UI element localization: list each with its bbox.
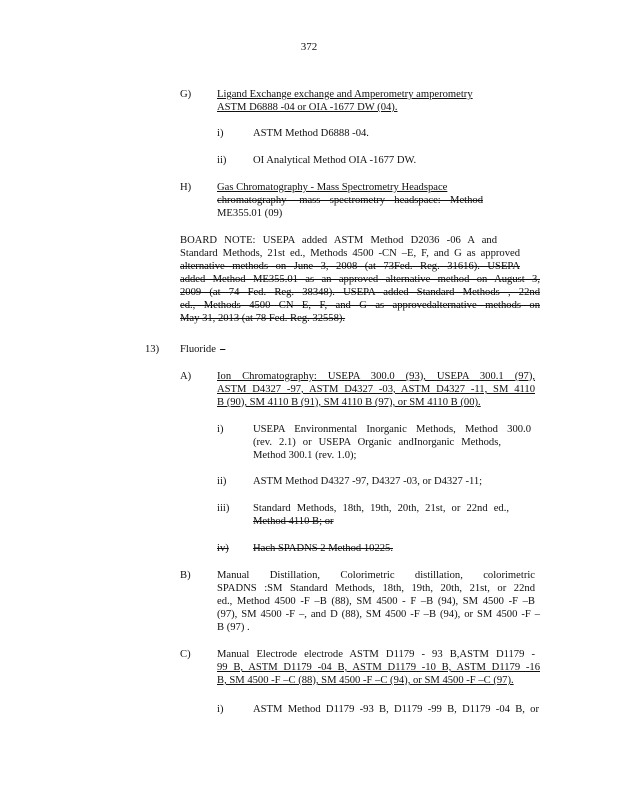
b-line2: SPADNS :SM Standard Methods, 18th, 19th, 20th, 21st, or 22nd <box>217 583 535 594</box>
board-note-line5: 2009 (at 74 Fed. Reg. 38348). USEPA added Standard Methods , 22nd <box>180 287 540 298</box>
b-line1: Manual Distillation, Colorimetric distillation, colorimetric <box>217 570 535 581</box>
h-line3: ME355.01 (09) <box>217 208 283 219</box>
c-line2: 99 B, ASTM D1179 -04 B, ASTM D1179 -10 B, ASTM D1179 -16 <box>217 662 540 673</box>
g-i-label: i) <box>217 128 224 139</box>
a-ii-text: ASTM Method D4327 -97, D4327 -03, or D4327 -11; <box>253 476 483 487</box>
a-i-line3: Method 300.1 (rev. 1.0); <box>253 450 357 461</box>
item13-dash: – <box>220 344 226 355</box>
board-note-line6: ed., Methods 4500 CN E, F, and G as approvedalternative methods on <box>180 300 540 311</box>
g-ii-label: ii) <box>217 155 227 166</box>
g-line1: Ligand Exchange exchange and Amperometry amperometry <box>217 89 473 100</box>
g-line2: ASTM D6888 -04 or OIA -1677 DW (04). <box>217 102 398 113</box>
a-i-label: i) <box>217 424 224 435</box>
board-note-line2: Standard Methods, 21st ed., Methods 4500 -CN –E, F, and G as approved <box>180 248 520 259</box>
b-line4: (97), SM 4500 -F –, and D (88), SM 4500 -F –B (94), or SM 4500 -F – <box>217 609 540 620</box>
c-i-label: i) <box>217 704 224 715</box>
a-line3: B (90), SM 4110 B (91), SM 4110 B (97), or SM 4110 B (00). <box>217 397 481 408</box>
item13-label: 13) <box>145 344 160 355</box>
g-i-text: ASTM Method D6888 -04. <box>253 128 369 139</box>
a-i-line1: USEPA Environmental Inorganic Methods, Method 300.0 <box>253 424 531 435</box>
c-label: C) <box>180 649 191 660</box>
b-line3: ed., Method 4500 -F –B (88), SM 4500 - F –B (94), SM 4500 -F –B <box>217 596 535 607</box>
a-line2: ASTM D4327 -97, ASTM D4327 -03, ASTM D4327 -11, SM 4110 <box>217 384 535 395</box>
b-label: B) <box>180 570 191 581</box>
g-label: G) <box>180 89 192 100</box>
a-iii-line1: Standard Methods, 18th, 19th, 20th, 21st, or 22nd ed., <box>253 503 509 514</box>
board-note-line7: May 31, 2013 (at 78 Fed. Reg. 32558). <box>180 313 346 324</box>
board-note-line1: BOARD NOTE: USEPA added ASTM Method D2036 -06 A and <box>180 235 497 246</box>
c-i-text: ASTM Method D1179 -93 B, D1179 -99 B, D1179 -04 B, or <box>253 704 539 715</box>
a-iii-line2: Method 4110 B; or <box>253 516 334 527</box>
h-line1: Gas Chromatography - Mass Spectrometry Headspace <box>217 182 448 193</box>
b-line5: B (97) . <box>217 622 250 633</box>
a-i-line2: (rev. 2.1) or USEPA Organic andInorganic Methods, <box>253 437 501 448</box>
item13-title: Fluoride <box>180 344 216 355</box>
a-iii-label: iii) <box>217 503 230 514</box>
a-ii-label: ii) <box>217 476 227 487</box>
h-label: H) <box>180 182 192 193</box>
a-line1: Ion Chromatography: USEPA 300.0 (93), USEPA 300.1 (97), <box>217 371 535 382</box>
h-line2: chromatography -mass spectrometry headspace: Method <box>217 195 483 206</box>
board-note-line3: alternative methods on June 3, 2008 (at 73Fed. Reg. 31616). USEPA <box>180 261 520 272</box>
a-iv-text: Hach SPADNS 2 Method 10225. <box>253 543 393 554</box>
g-ii-text: OI Analytical Method OIA -1677 DW. <box>253 155 417 166</box>
board-note-line4: added Method ME355.01 as an approved alternative method on August 3, <box>180 274 540 285</box>
a-label: A) <box>180 371 192 382</box>
c-line3: B, SM 4500 -F –C (88), SM 4500 -F –C (94), or SM 4500 -F –C (97). <box>217 675 514 686</box>
a-iv-label: iv) <box>217 543 229 554</box>
c-line1: Manual Electrode electrode ASTM D1179 - 93 B,ASTM D1179 - <box>217 649 535 660</box>
page-number: 372 <box>300 41 318 53</box>
